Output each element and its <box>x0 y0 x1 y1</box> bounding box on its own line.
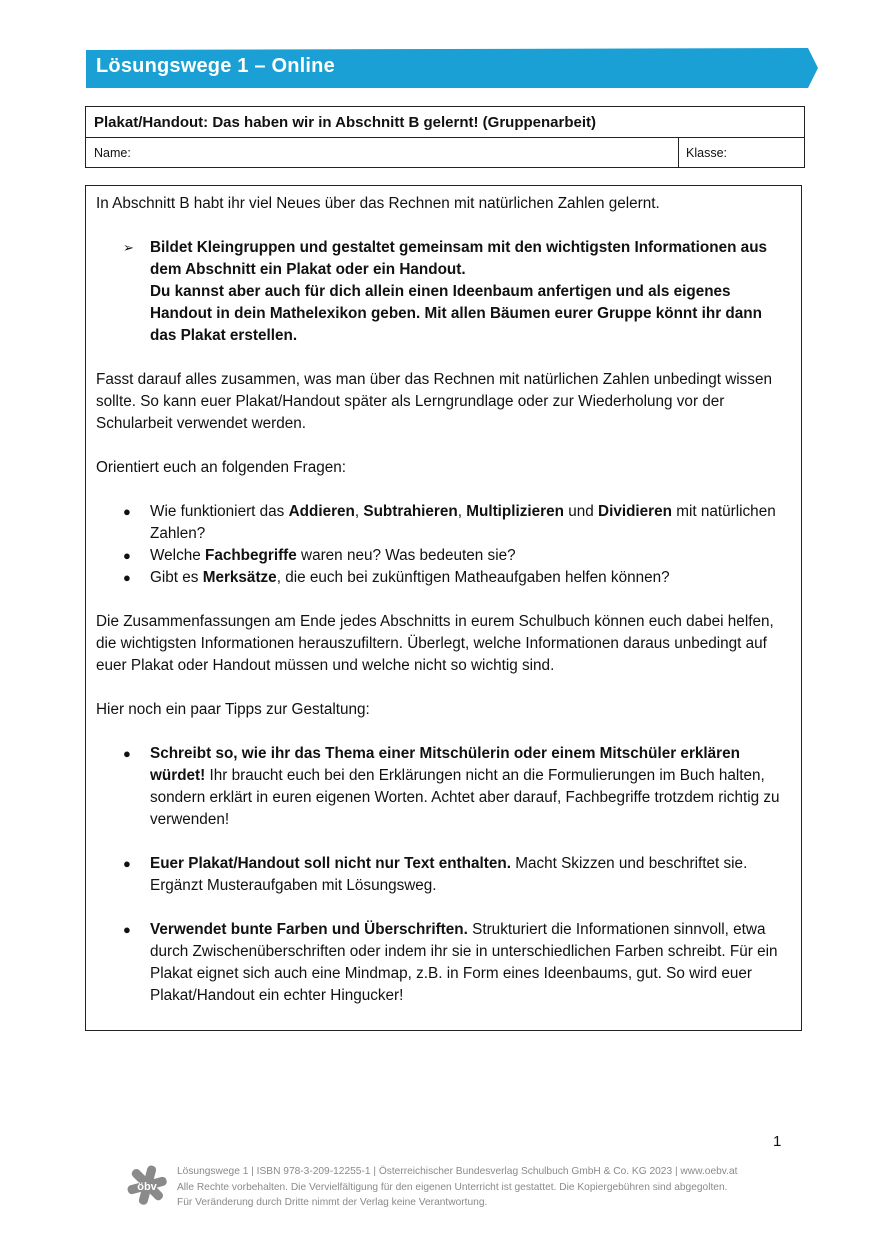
task-line2: Du kannst aber auch für dich allein einen Ideenbaum anfertigen und als eigenes Handout in dein Mathelexikon geben. Mit allen Bäumen eurer Gruppe könnt ihr dann das Plakat erstellen. <box>150 283 762 344</box>
footer-line2: Alle Rechte vorbehalten. Die Vervielfältigung für den eigenen Unterricht ist gestattet. Die Kopiergebühren sind abgegolten. <box>177 1181 728 1193</box>
svg-text:öbv: öbv <box>137 1181 157 1193</box>
bullet-icon: ● <box>123 570 131 585</box>
arrow-bullet-icon: ➢ <box>123 240 134 255</box>
list-item: ● Verwendet bunte Farben und Überschriften. Strukturiert die Informationen sinnvoll, etwa durch Zwischenüberschriften oder indem ihr sie in unterschiedlichen Farben schreibt. Für ein Plakat eignet sich auch eine Mindmap, z.B. in Form eines Ideenbaums, gut. So wird euer Plakat/Handout ein echter Hingucker! <box>123 919 791 1007</box>
footer-line3: Für Veränderung durch Dritte nimmt der Verlag keine Verantwortung. <box>177 1197 488 1208</box>
list-item: ● Schreibt so, wie ihr das Thema einer Mitschülerin oder einem Mitschüler erklären würdet! Ihr braucht euch bei den Erklärungen nicht an die Formulierungen im Buch halten, sondern erklärt in euren eigenen Worten. Achtet aber darauf, Fachbegriffe trotzdem richtig zu verwenden! <box>123 743 791 831</box>
intro-text: In Abschnitt B habt ihr viel Neues über das Rechnen mit natürlichen Zahlen gelernt. <box>96 195 660 212</box>
task-item <box>123 237 791 347</box>
list-item: ● Euer Plakat/Handout soll nicht nur Text enthalten. Macht Skizzen und beschriftet sie. Ergänzt Musteraufgaben mit Lösungsweg. <box>123 853 791 897</box>
page-number: 1 <box>773 1133 782 1150</box>
class-field[interactable]: Klasse: <box>686 146 727 160</box>
worksheet-header <box>85 106 805 168</box>
footer-text <box>177 1164 817 1211</box>
orient-text: Orientiert euch an folgenden Fragen: <box>96 459 347 476</box>
bullet-icon: ● <box>123 504 131 519</box>
bullet-icon: ● <box>123 746 131 761</box>
list-item: ● Wie funktioniert das Addieren, Subtrahieren, Multiplizieren und Dividieren mit natürlichen Zahlen? <box>123 501 791 545</box>
worksheet-title: Plakat/Handout: Das haben wir in Abschnitt B gelernt! (Gruppenarbeit) <box>86 107 804 138</box>
bullet-icon: ● <box>123 856 131 871</box>
footer-line1: Lösungswege 1 | ISBN 978-3-209-12255-1 | Österreichischer Bundesverlag Schulbuch GmbH & Co. KG 2023 | www.oebv.at <box>177 1166 738 1177</box>
books-text: Die Zusammenfassungen am Ende jedes Abschnitts in eurem Schulbuch können euch dabei helfen, die wichtigsten Informationen herauszufiltern. Überlegt, welche Informationen daraus unbedingt auf euer Plakat oder Handout müssen und welche nicht so wichtig sind. <box>96 613 774 674</box>
tips-list <box>96 743 791 1007</box>
tips-intro: Hier noch ein paar Tipps zur Gestaltung: <box>96 701 370 718</box>
summary-text: Fasst darauf alles zusammen, was man über das Rechnen mit natürlichen Zahlen unbedingt wissen sollte. So kann euer Plakat/Handout später als Lerngrundlage oder zur Wiederholung vor der Schularbeit verwendet werden. <box>96 371 772 432</box>
question-list <box>96 501 791 589</box>
banner-title: Lösungswege 1 – Online <box>96 55 335 77</box>
name-field[interactable]: Name: <box>86 138 679 167</box>
list-item: ● Gibt es Merksätze, die euch bei zukünftigen Matheaufgaben helfen können? <box>123 567 791 589</box>
oebv-logo-icon <box>125 1163 169 1207</box>
list-item: ● Welche Fachbegriffe waren neu? Was bedeuten sie? <box>123 545 791 567</box>
bullet-icon: ● <box>123 922 131 937</box>
title-banner <box>86 48 818 88</box>
task-box <box>85 185 802 1031</box>
bullet-icon: ● <box>123 548 131 563</box>
task-line1: Bildet Kleingruppen und gestaltet gemeinsam mit den wichtigsten Informationen aus dem Abschnitt ein Plakat oder ein Handout. <box>150 239 768 278</box>
